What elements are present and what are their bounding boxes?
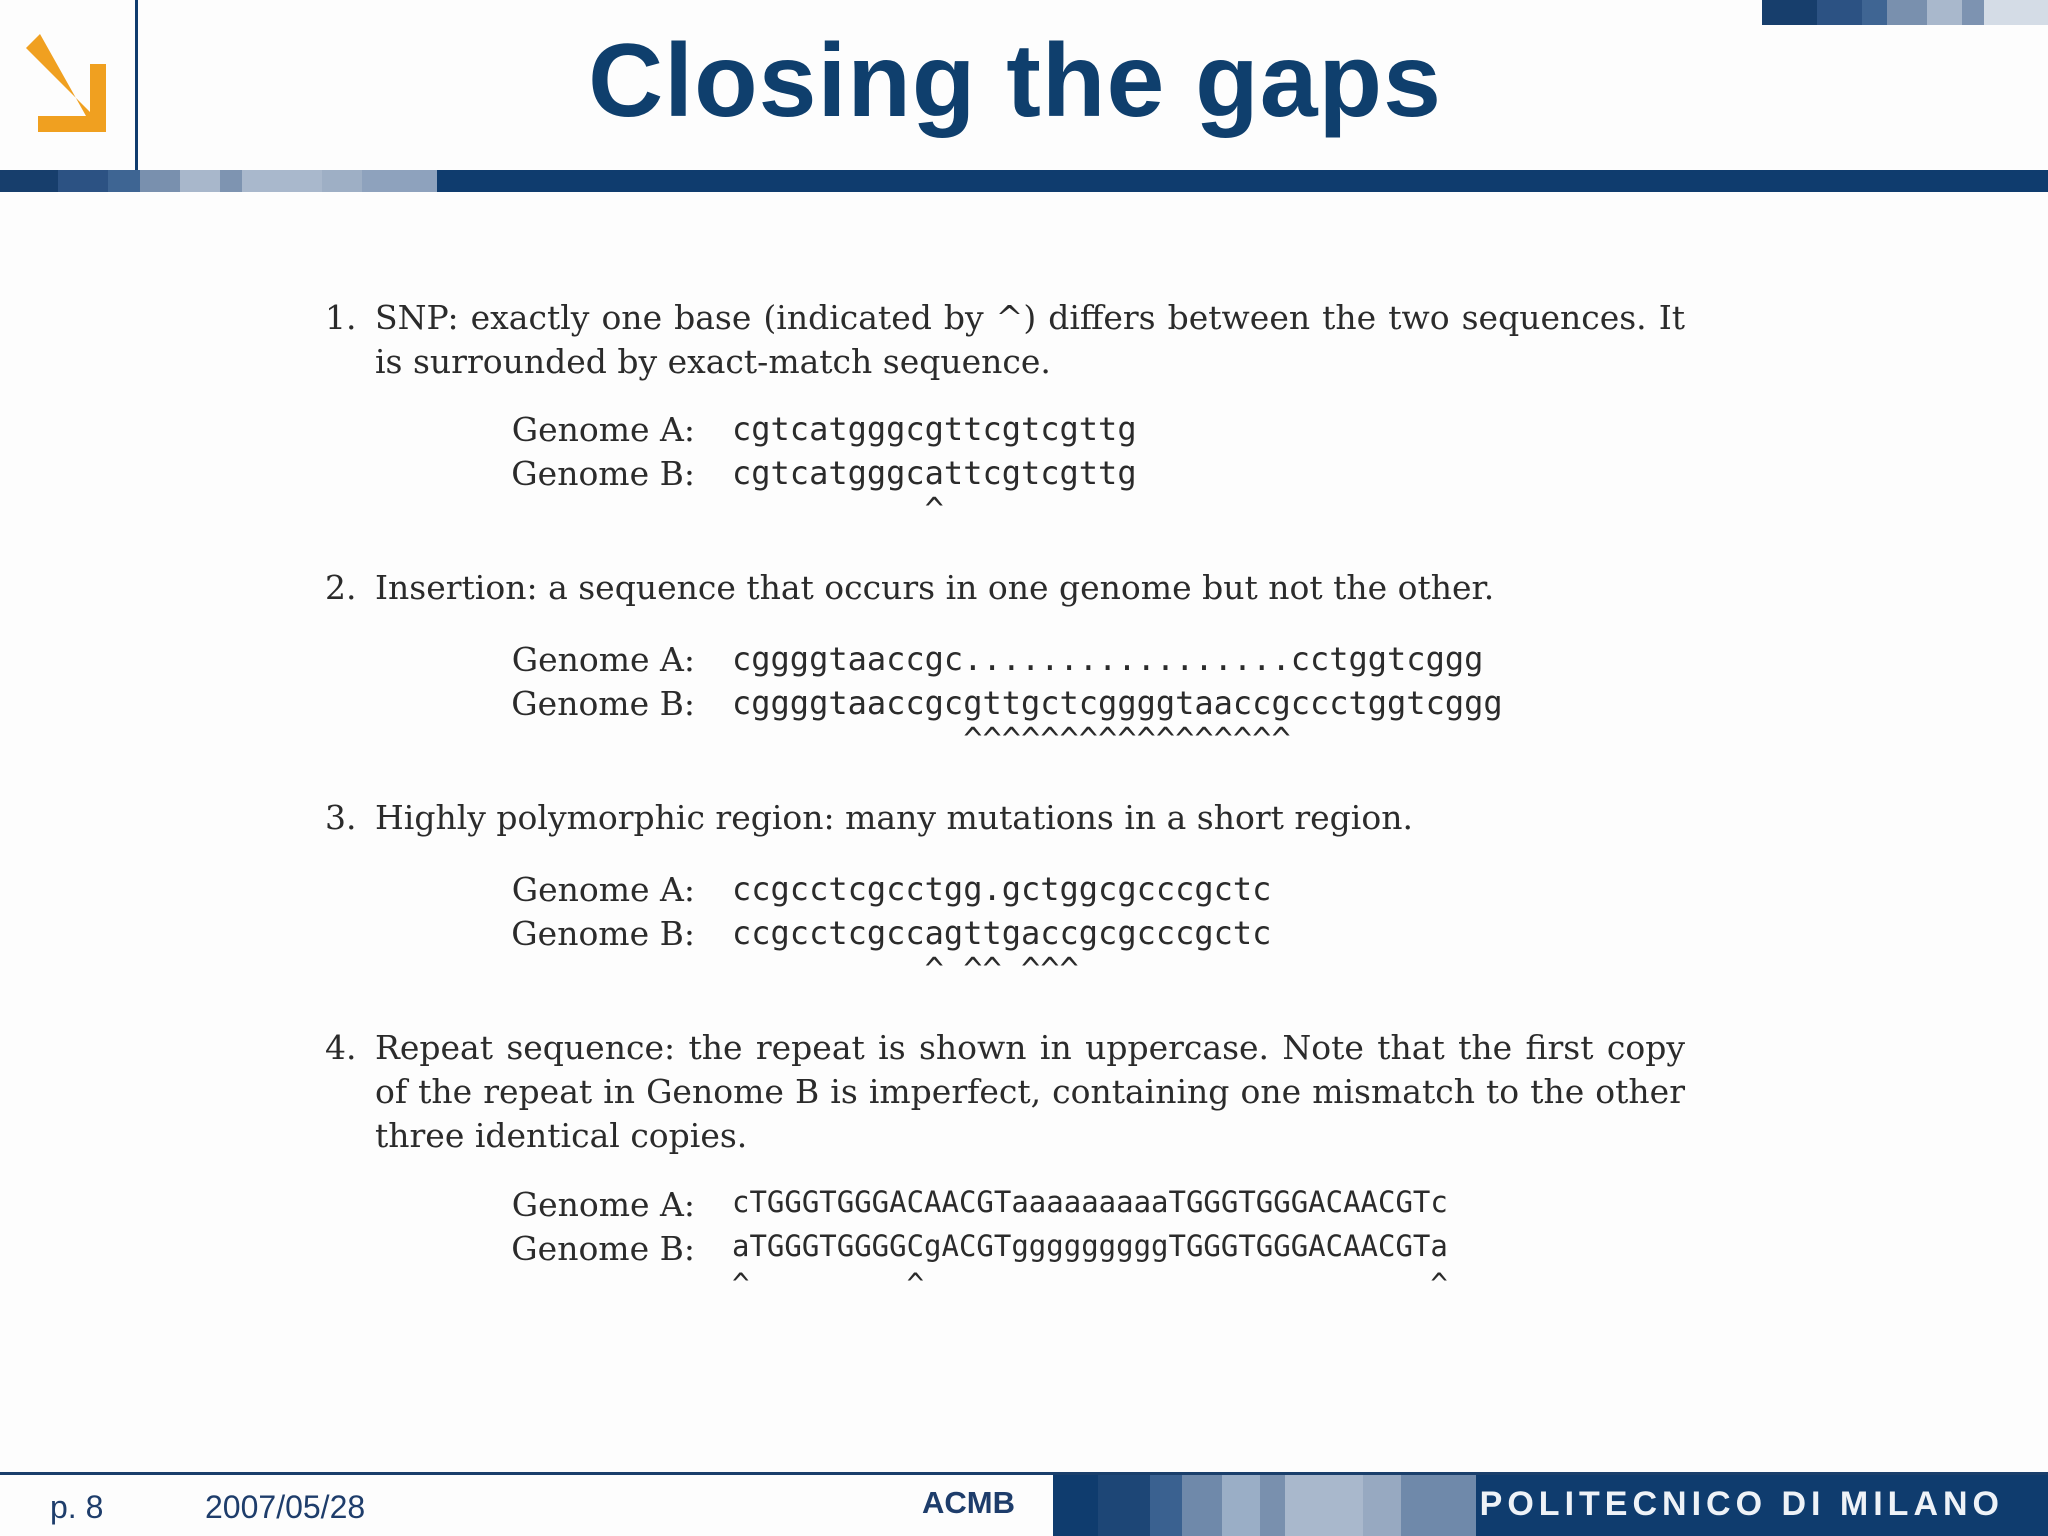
sequence: aTGGGTGGGGCgACGTgggggggggTGGGTGGGACAACGTa — [732, 1229, 1448, 1263]
list-text: Insertion: a sequence that occurs in one genome but not the other. — [375, 568, 1495, 607]
institution-logo-text: POLITECNICO DI MILANO — [1479, 1485, 2004, 1523]
list-item — [325, 796, 1685, 840]
difference-markers: ^ — [732, 490, 944, 528]
list-number: 4. — [325, 1028, 357, 1067]
list-item — [325, 1026, 1685, 1158]
header-bar — [0, 170, 2048, 192]
sequence: cgtcatgggcattcgtcgttg — [732, 454, 1137, 492]
list-number: 2. — [325, 568, 357, 607]
course-name: ACMB — [922, 1485, 1015, 1520]
slide-header — [0, 0, 2048, 192]
genome-label: Genome B: — [511, 454, 695, 493]
list-number: 1. — [325, 298, 357, 337]
sequence: ccgcctcgcctgg.gctggcgcccgctc — [732, 870, 1272, 908]
genome-label: Genome A: — [511, 640, 695, 679]
list-number: 3. — [325, 798, 357, 837]
slide-title: Closing the gaps — [588, 23, 1442, 139]
page-number: p. 8 — [50, 1489, 104, 1525]
genome-label: Genome A: — [511, 1185, 695, 1224]
genome-label: Genome B: — [511, 684, 695, 723]
list-text: SNP: exactly one base (indicated by ^) differs between the two sequences. It is surrounded by exact-match sequence. — [375, 298, 1685, 381]
genome-label: Genome B: — [511, 1229, 695, 1268]
list-item — [325, 296, 1685, 384]
list-text: Highly polymorphic region: many mutations in a short region. — [375, 798, 1413, 837]
sequence: ccgcctcgccagttgaccgcgcccgctc — [732, 914, 1272, 952]
genome-label: Genome A: — [511, 870, 695, 909]
slide-date: 2007/05/28 — [205, 1489, 366, 1525]
difference-markers: ^^^^^^^^^^^^^^^^^ — [732, 720, 1291, 758]
list-text: Repeat sequence: the repeat is shown in uppercase. Note that the first copy of the repeat in Genome B is imperfect, containing one mismatch to the other three identical copies. — [375, 1028, 1685, 1155]
genome-label: Genome B: — [511, 914, 695, 953]
list-item — [325, 566, 1685, 610]
slide-content — [0, 192, 2048, 1472]
sequence: cgtcatgggcgttcgtcgttg — [732, 410, 1137, 448]
genome-label: Genome A: — [511, 410, 695, 449]
difference-markers: ^ ^^ ^^^ — [732, 950, 1079, 988]
difference-markers: ^ ^ ^ — [732, 1267, 1448, 1301]
sequence: cggggtaaccgcgttgctcggggtaaccgccctggtcggg — [732, 684, 1503, 722]
sequence: cTGGGTGGGACAACGTaaaaaaaaaTGGGTGGGACAACGTc — [732, 1185, 1448, 1219]
sequence: cggggtaaccgc.................cctggtcggg — [732, 640, 1484, 678]
slide-footer — [0, 1472, 2048, 1536]
